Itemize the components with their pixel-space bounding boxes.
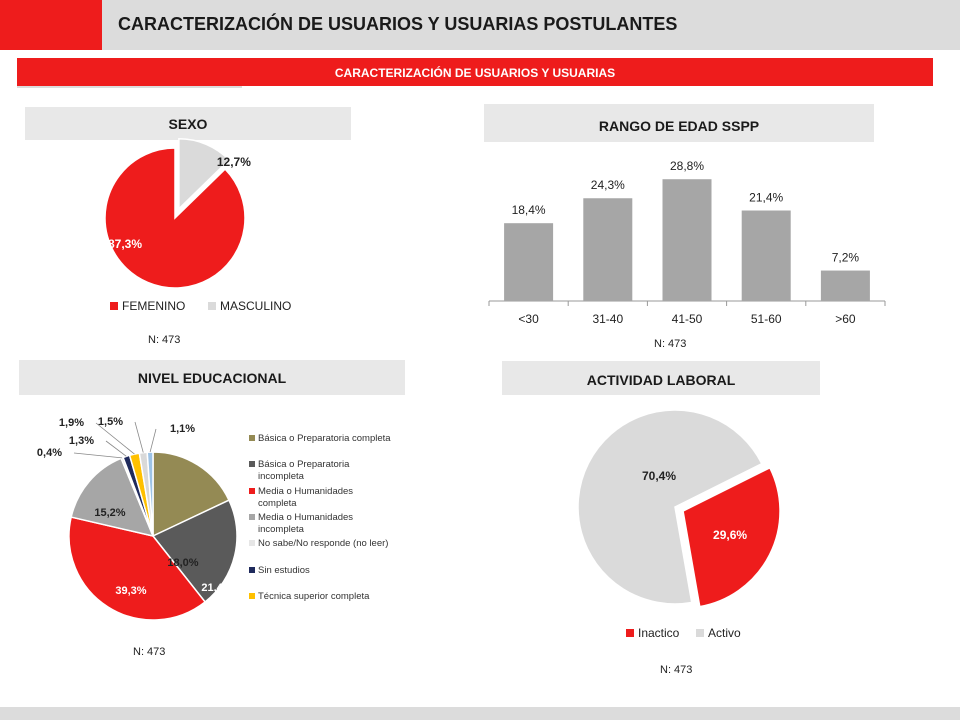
bar-edad-3	[742, 211, 791, 301]
legend-swatch-educacion-0	[249, 435, 255, 441]
legend-label-educacion-1-1: incompleta	[258, 471, 304, 482]
pie-label-educacion-8: 1,1%	[170, 423, 196, 435]
leader-line-educacion-8	[150, 429, 156, 452]
sample-size-sexo: N: 473	[148, 334, 181, 346]
bar-edad-1	[583, 198, 632, 301]
bar-value-label-edad-4: 7,2%	[831, 250, 860, 265]
legend-label-educacion-4-0: No sabe/No responde (no leer)	[258, 538, 389, 549]
legend-swatch-laboral-0	[626, 629, 634, 637]
pie-label-sexo-1: 12,7%	[216, 154, 251, 169]
legend-swatch-sexo-1	[208, 302, 216, 310]
x-tick-label-edad-2: 41-50	[671, 312, 703, 326]
legend-label-educacion-3-1: incompleta	[258, 524, 304, 535]
bar-value-label-edad-0: 18,4%	[511, 203, 546, 218]
leader-line-educacion-5	[106, 441, 126, 456]
legend-label-laboral-0: Inactico	[638, 626, 680, 640]
subheader-title: CARACTERIZACIÓN DE USUARIOS Y USUARIAS	[334, 66, 616, 80]
section-title-educacion: NIVEL EDUCACIONAL	[19, 360, 405, 395]
x-tick-label-edad-4: >60	[835, 312, 856, 326]
pie-label-sexo-0: 87,3%	[107, 237, 143, 251]
bar-chart-edad	[480, 145, 890, 335]
legend-swatch-educacion-3	[249, 514, 255, 520]
header-accent-block	[0, 0, 102, 50]
pie-label-educacion-7: 1,5%	[97, 416, 123, 428]
pie-label-educacion-3: 15,2%	[94, 507, 126, 519]
sample-size-laboral: N: 473	[660, 664, 693, 676]
section-title-laboral: ACTIVIDAD LABORAL	[502, 361, 820, 395]
legend-label-sexo-1: MASCULINO	[220, 299, 292, 313]
legend-label-educacion-2-0: Media o Humanidades	[258, 486, 354, 497]
subheader-underline	[17, 86, 242, 88]
bar-value-label-edad-2: 28,8%	[669, 159, 705, 174]
sample-size-edad: N: 473	[654, 338, 687, 350]
leader-line-educacion-7	[135, 422, 143, 453]
pie-chart-laboral	[560, 400, 820, 650]
section-title-edad: RANGO DE EDAD SSPP	[484, 104, 874, 142]
legend-swatch-educacion-5	[249, 567, 255, 573]
sample-size-educacion: N: 473	[133, 646, 166, 658]
leader-line-educacion-4	[74, 453, 122, 458]
legend-swatch-laboral-1	[696, 629, 704, 637]
legend-swatch-educacion-4	[249, 540, 255, 546]
bar-edad-0	[504, 223, 553, 301]
legend-label-educacion-1-0: Básica o Preparatoria	[258, 459, 350, 470]
legend-swatch-educacion-2	[249, 488, 255, 494]
x-tick-label-edad-1: 31-40	[592, 312, 624, 326]
legend-label-educacion-6-0: Técnica superior completa	[258, 591, 370, 602]
legend-label-sexo-0: FEMENINO	[122, 299, 186, 313]
pie-label-laboral-0: 29,6%	[713, 528, 748, 543]
pie-label-educacion-1: 21,4%	[201, 582, 233, 594]
bar-edad-4	[821, 271, 870, 301]
pie-slice-0-0	[105, 148, 245, 288]
pie-label-educacion-6: 1,9%	[58, 417, 84, 429]
page-title: CARACTERIZACIÓN DE USUARIOS Y USUARIAS POSTULANTES	[118, 14, 678, 34]
legend-swatch-sexo-0	[110, 302, 118, 310]
legend-label-educacion-3-0: Media o Humanidades	[258, 512, 354, 523]
x-tick-label-edad-0: <30	[518, 312, 539, 326]
section-title-sexo: SEXO	[25, 107, 351, 140]
pie-chart-sexo	[80, 140, 340, 325]
legend-swatch-educacion-6	[249, 593, 255, 599]
pie-label-laboral-1: 70,4%	[641, 469, 677, 483]
subheader-bar	[17, 58, 933, 86]
legend-label-educacion-2-1: completa	[258, 498, 297, 509]
legend-label-laboral-1: Activo	[708, 626, 741, 640]
pie-label-educacion-0: 18,0%	[167, 557, 199, 569]
bar-value-label-edad-1: 24,3%	[590, 178, 625, 193]
bar-edad-2	[663, 179, 712, 301]
legend-label-educacion-5-0: Sin estudios	[258, 565, 310, 576]
pie-label-educacion-5: 1,3%	[68, 435, 94, 447]
pie-chart-educacion	[30, 400, 430, 640]
pie-label-educacion-4: 0,4%	[36, 447, 62, 459]
pie-label-educacion-2: 39,3%	[115, 585, 147, 597]
legend-label-educacion-0-0: Básica o Preparatoria completa	[258, 433, 391, 444]
footer-bar	[0, 707, 960, 720]
legend-swatch-educacion-1	[249, 461, 255, 467]
bar-value-label-edad-3: 21,4%	[749, 190, 784, 205]
x-tick-label-edad-3: 51-60	[750, 312, 782, 326]
